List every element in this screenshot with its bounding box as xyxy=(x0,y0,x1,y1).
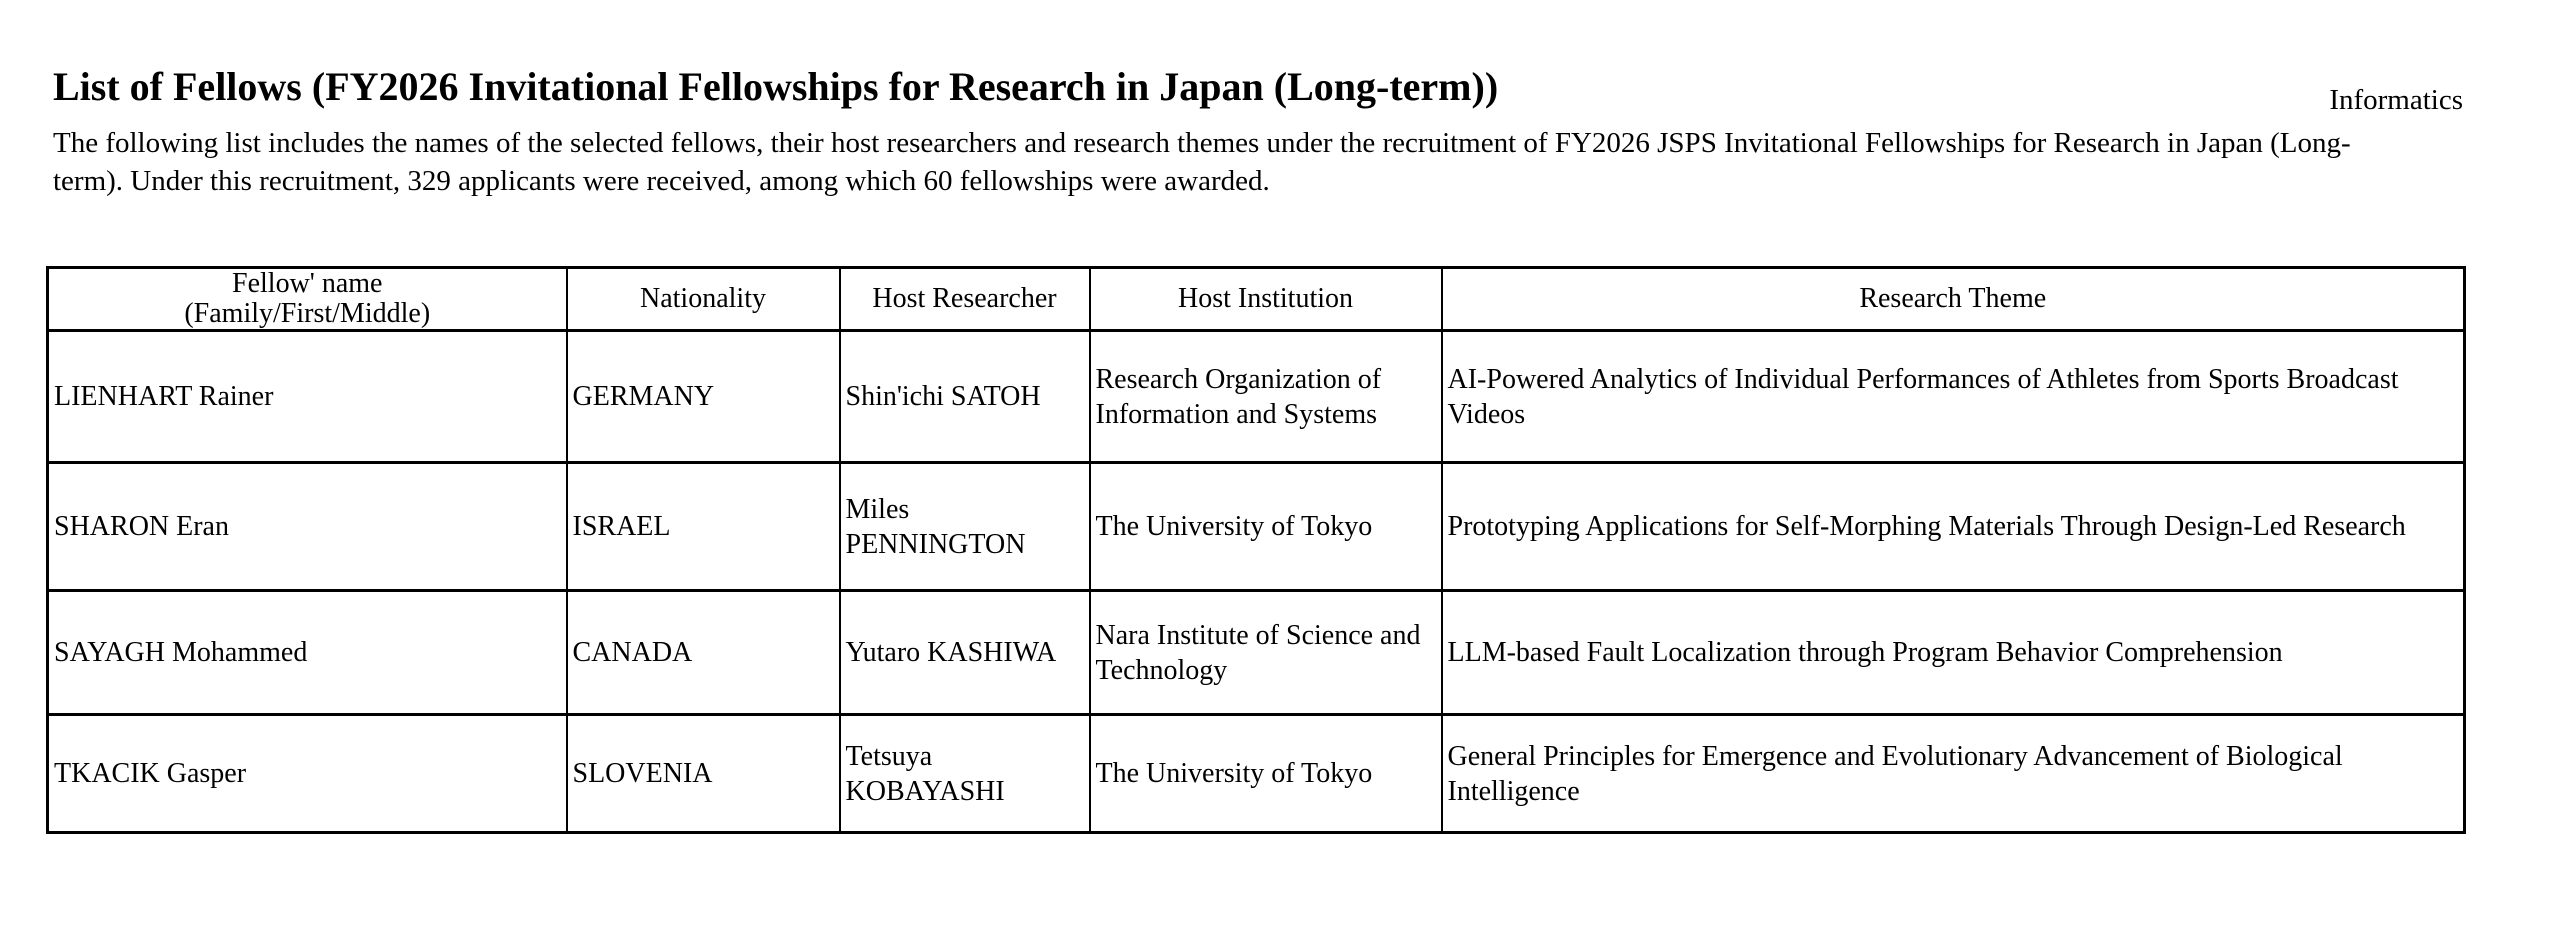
cell-research-theme: LLM-based Fault Localization through Program Behavior Comprehension xyxy=(1442,591,2465,715)
fellows-table-header xyxy=(48,268,2465,331)
cell-fellow-name: SHARON Eran xyxy=(48,463,567,591)
col-header-fellow-name xyxy=(48,268,567,331)
cell-host-institution: Nara Institute of Science and Technology xyxy=(1090,591,1442,715)
cell-host-institution: The University of Tokyo xyxy=(1090,715,1442,833)
cell-nationality: GERMANY xyxy=(567,331,840,463)
cell-nationality: CANADA xyxy=(567,591,840,715)
col-header-host-institution: Host Institution xyxy=(1090,268,1442,331)
cell-nationality: ISRAEL xyxy=(567,463,840,591)
fellows-table-body xyxy=(48,331,2465,833)
cell-research-theme: Prototyping Applications for Self-Morphing Materials Through Design-Led Research xyxy=(1442,463,2465,591)
col-header-fellow-name-sublabel: (Family/First/Middle) xyxy=(184,298,431,329)
page-title: List of Fellows (FY2026 Invitational Fellowships for Research in Japan (Long-term)) xyxy=(53,63,1499,109)
intro-line-1: The following list includes the names of the selected fellows, their host researchers and research themes under the recruitment of FY2026 JSPS Invitational Fellowships for Research in Japan (Long- xyxy=(53,127,2351,159)
table-row xyxy=(48,463,2465,591)
cell-nationality: SLOVENIA xyxy=(567,715,840,833)
cell-host-researcher: Yutaro KASHIWA xyxy=(840,591,1090,715)
col-header-nationality: Nationality xyxy=(567,268,840,331)
cell-host-institution: Research Organization of Information and Systems xyxy=(1090,331,1442,463)
cell-fellow-name: LIENHART Rainer xyxy=(48,331,567,463)
cell-research-theme: General Principles for Emergence and Evolutionary Advancement of Biological Intelligence xyxy=(1442,715,2465,833)
cell-fellow-name: TKACIK Gasper xyxy=(48,715,567,833)
table-row xyxy=(48,591,2465,715)
cell-host-researcher: Miles PENNINGTON xyxy=(840,463,1090,591)
intro-paragraph xyxy=(53,124,2351,200)
cell-host-institution: The University of Tokyo xyxy=(1090,463,1442,591)
fellows-table xyxy=(46,266,2466,834)
table-row xyxy=(48,715,2465,833)
cell-research-theme: AI-Powered Analytics of Individual Performances of Athletes from Sports Broadcast Videos xyxy=(1442,331,2465,463)
col-header-host-researcher: Host Researcher xyxy=(840,268,1090,331)
table-row xyxy=(48,331,2465,463)
cell-fellow-name: SAYAGH Mohammed xyxy=(48,591,567,715)
col-header-fellow-name-label: Fellow' name xyxy=(232,268,383,299)
cell-host-researcher: Shin'ichi SATOH xyxy=(840,331,1090,463)
cell-host-researcher: Tetsuya KOBAYASHI xyxy=(840,715,1090,833)
intro-line-2: term). Under this recruitment, 329 applicants were received, among which 60 fellowships were awarded. xyxy=(53,165,1270,197)
col-header-research-theme: Research Theme xyxy=(1442,268,2465,331)
category-label: Informatics xyxy=(2329,84,2463,116)
header-row xyxy=(48,268,2465,331)
